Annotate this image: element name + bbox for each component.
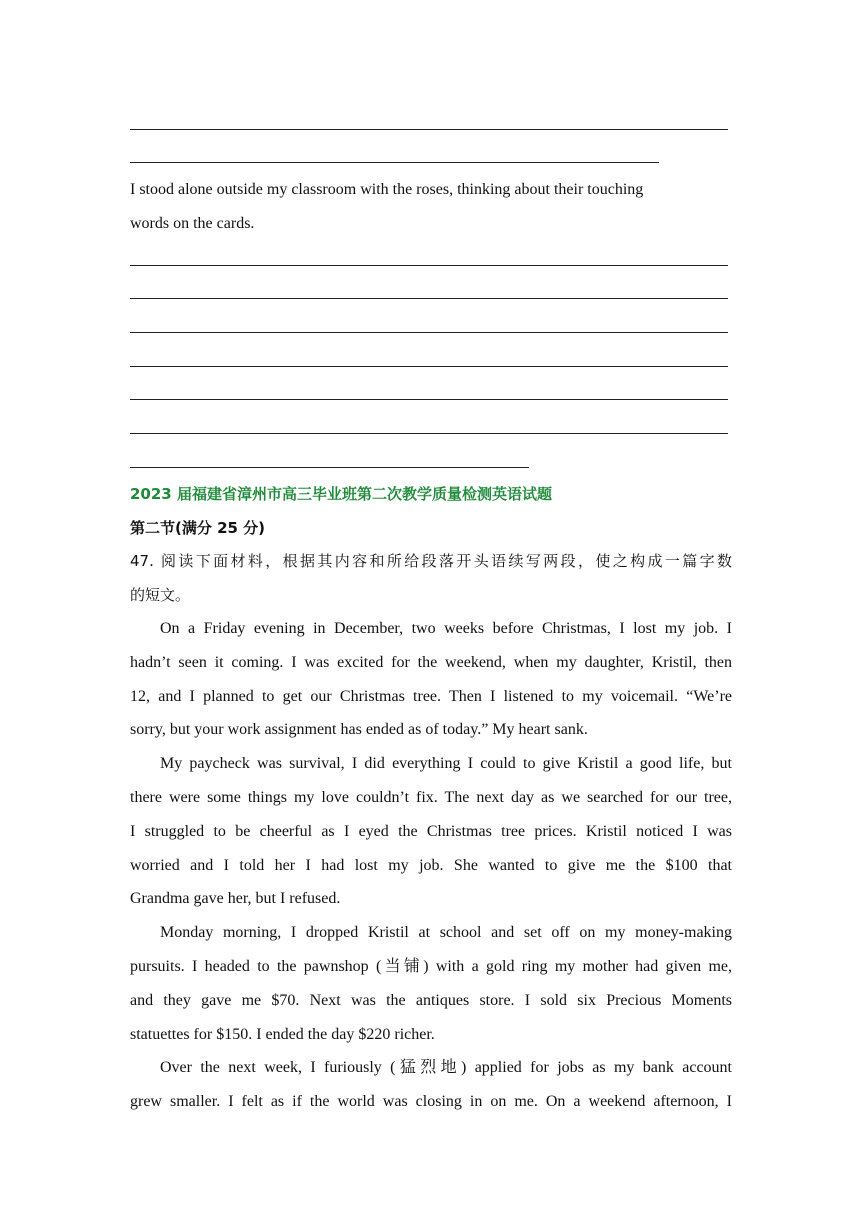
answer-line: [130, 433, 728, 434]
answer-line: [130, 332, 728, 333]
answer-line: [130, 467, 529, 468]
answer-line: [130, 265, 728, 266]
answer-line: [130, 129, 728, 130]
passage-line: grew smaller. I felt as if the world was closing in on me. On a weekend afternoon, I: [130, 1093, 732, 1110]
passage-line: sorry, but your work assignment has ended as of today.” My heart sank.: [130, 721, 588, 738]
passage-line: 12, and I planned to get our Christmas tree. Then I listened to my voicemail. “We’re: [130, 688, 732, 705]
answer-line: [130, 366, 728, 367]
passage-line: hadn’t seen it coming. I was excited for the weekend, when my daughter, Kristil, then: [130, 654, 732, 671]
answer-line: [130, 162, 659, 163]
passage-line: and they gave me $70. Next was the antiques store. I sold six Precious Moments: [130, 992, 732, 1009]
passage-line: I struggled to be cheerful as I eyed the Christmas tree prices. Kristil noticed I was: [130, 823, 732, 840]
section-subtitle: 第二节(满分 25 分): [130, 519, 266, 537]
question-instruction-line-2: 的短文。: [130, 586, 191, 604]
prompt-sentence-line-1: I stood alone outside my classroom with the roses, thinking about their touching: [130, 181, 644, 198]
passage-line: statuettes for $150. I ended the day $220 richer.: [130, 1026, 435, 1043]
prompt-sentence-line-2: words on the cards.: [130, 215, 255, 232]
passage-line: My paycheck was survival, I did everything I could to give Kristil a good life, but: [160, 755, 732, 772]
passage-line: worried and I told her I had lost my job. She wanted to give me the $100 that: [130, 857, 732, 874]
passage-line: On a Friday evening in December, two weeks before Christmas, I lost my job. I: [160, 620, 732, 637]
passage-line: Monday morning, I dropped Kristil at school and set off on my money-making: [160, 924, 732, 941]
passage-line: there were some things my love couldn’t fix. The next day as we searched for our tree,: [130, 789, 732, 806]
passage-line: Grandma gave her, but I refused.: [130, 890, 341, 907]
exam-title: 2023 届福建省漳州市高三毕业班第二次教学质量检测英语试题: [130, 485, 552, 503]
passage-line: pursuits. I headed to the pawnshop (当铺) with a gold ring my mother had given me,: [130, 958, 732, 975]
passage-line: Over the next week, I furiously (猛烈地) applied for jobs as my bank account: [160, 1059, 732, 1076]
answer-line: [130, 399, 728, 400]
question-instruction-line-1: 47. 阅读下面材料，根据其内容和所给段落开头语续写两段，使之构成一篇字数: [130, 552, 732, 570]
answer-line: [130, 298, 728, 299]
